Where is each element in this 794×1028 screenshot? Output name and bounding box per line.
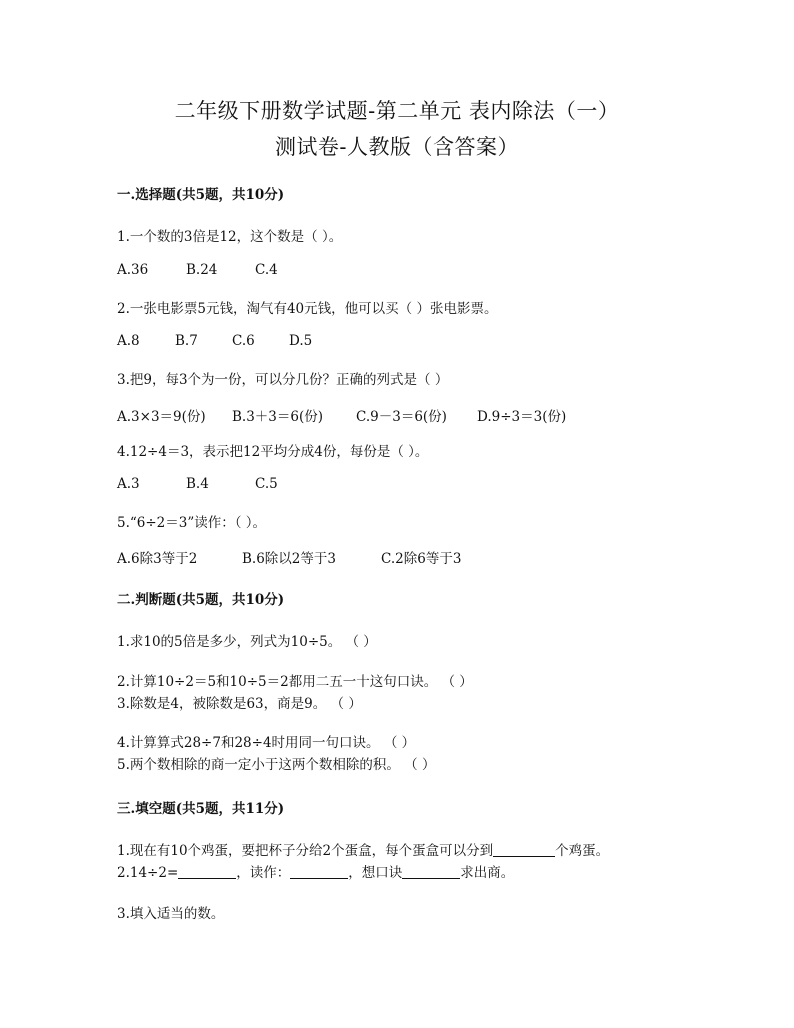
- q1-2-option-c: C.6: [232, 333, 255, 349]
- question-1-5: 5.“6÷2＝3”读作：（ ）。: [117, 515, 267, 531]
- title-line-1: 二年级下册数学试题-第二单元 表内除法（一）: [174, 99, 620, 123]
- q3-2-text-c: ，想口诀: [348, 865, 403, 881]
- section-2-heading: 二.判断题(共5题，共10分): [117, 592, 285, 608]
- question-2-5: 5.两个数相除的商一定小于这两个数相除的积。 （ ）: [117, 757, 436, 773]
- q1-1-option-c: C.4: [255, 262, 278, 278]
- q1-3-option-a: A.3×3＝9(份): [117, 409, 206, 425]
- q1-1-option-b: B.24: [186, 262, 218, 278]
- question-1-1: 1.一个数的3倍是12，这个数是（ ）。: [117, 229, 343, 245]
- question-1-2: 2.一张电影票5元钱，淘气有40元钱，他可以买（ ）张电影票。: [117, 301, 498, 317]
- question-3-2: [117, 861, 514, 881]
- q1-4-option-c: C.5: [255, 476, 278, 492]
- question-1-3: 3.把9，每3个为一份，可以分几份？正确的列式是（ ）: [117, 372, 449, 388]
- q3-2-text-b: ，读作：: [236, 865, 291, 881]
- q3-2-text-d: 求出商。: [460, 865, 515, 881]
- q1-5-option-c: C.2除6等于3: [381, 551, 462, 567]
- q1-4-option-b: B.4: [186, 476, 209, 492]
- question-3-3: 3.填入适当的数。: [117, 906, 225, 922]
- q1-2-option-b: B.7: [175, 333, 198, 349]
- question-2-4: 4.计算算式28÷7和28÷4时用同一句口诀。 （ ）: [117, 735, 416, 751]
- question-2-1: 1.求10的5倍是多少，列式为10÷5。 （ ）: [117, 634, 377, 650]
- q3-2-text-a: 2.14÷2=: [117, 865, 179, 881]
- q1-5-option-b: B.6除以2等于3: [242, 551, 336, 567]
- question-2-2: 2.计算10÷2＝5和10÷5＝2都用二五一十这句口诀。 （ ）: [117, 674, 473, 690]
- q1-4-option-a: A.3: [117, 476, 140, 492]
- q1-2-option-d: D.5: [289, 333, 313, 349]
- q3-2-blank-2[interactable]: [290, 864, 348, 879]
- q1-3-option-b: B.3＋3＝6(份): [232, 409, 324, 425]
- q1-3-option-d: D.9÷3＝3(份): [477, 409, 567, 425]
- q3-2-blank-3[interactable]: [402, 864, 460, 879]
- q3-1-text-end: 个鸡蛋。: [555, 843, 610, 859]
- section-3-heading: 三.填空题(共5题，共11分): [117, 801, 285, 817]
- q1-1-option-a: A.36: [117, 262, 149, 278]
- question-3-1: [117, 839, 609, 859]
- section-1-heading: 一.选择题(共5题，共10分): [117, 187, 285, 203]
- q3-1-text-start: 1.现在有10个鸡蛋，要把杯子分给2个蛋盒，每个蛋盒可以分到: [117, 843, 494, 859]
- q3-2-blank-1[interactable]: [178, 864, 236, 879]
- q1-2-option-a: A.8: [117, 333, 140, 349]
- q1-3-option-c: C.9－3＝6(份): [356, 409, 447, 425]
- q3-1-answer-blank[interactable]: [493, 842, 555, 857]
- q1-5-option-a: A.6除3等于2: [117, 551, 198, 567]
- question-1-4: 4.12÷4＝3，表示把12平均分成4份，每份是（ ）。: [117, 444, 429, 460]
- question-2-3: 3.除数是4，被除数是63，商是9。 （ ）: [117, 696, 362, 712]
- title-line-2: 测试卷-人教版（含答案）: [274, 135, 520, 159]
